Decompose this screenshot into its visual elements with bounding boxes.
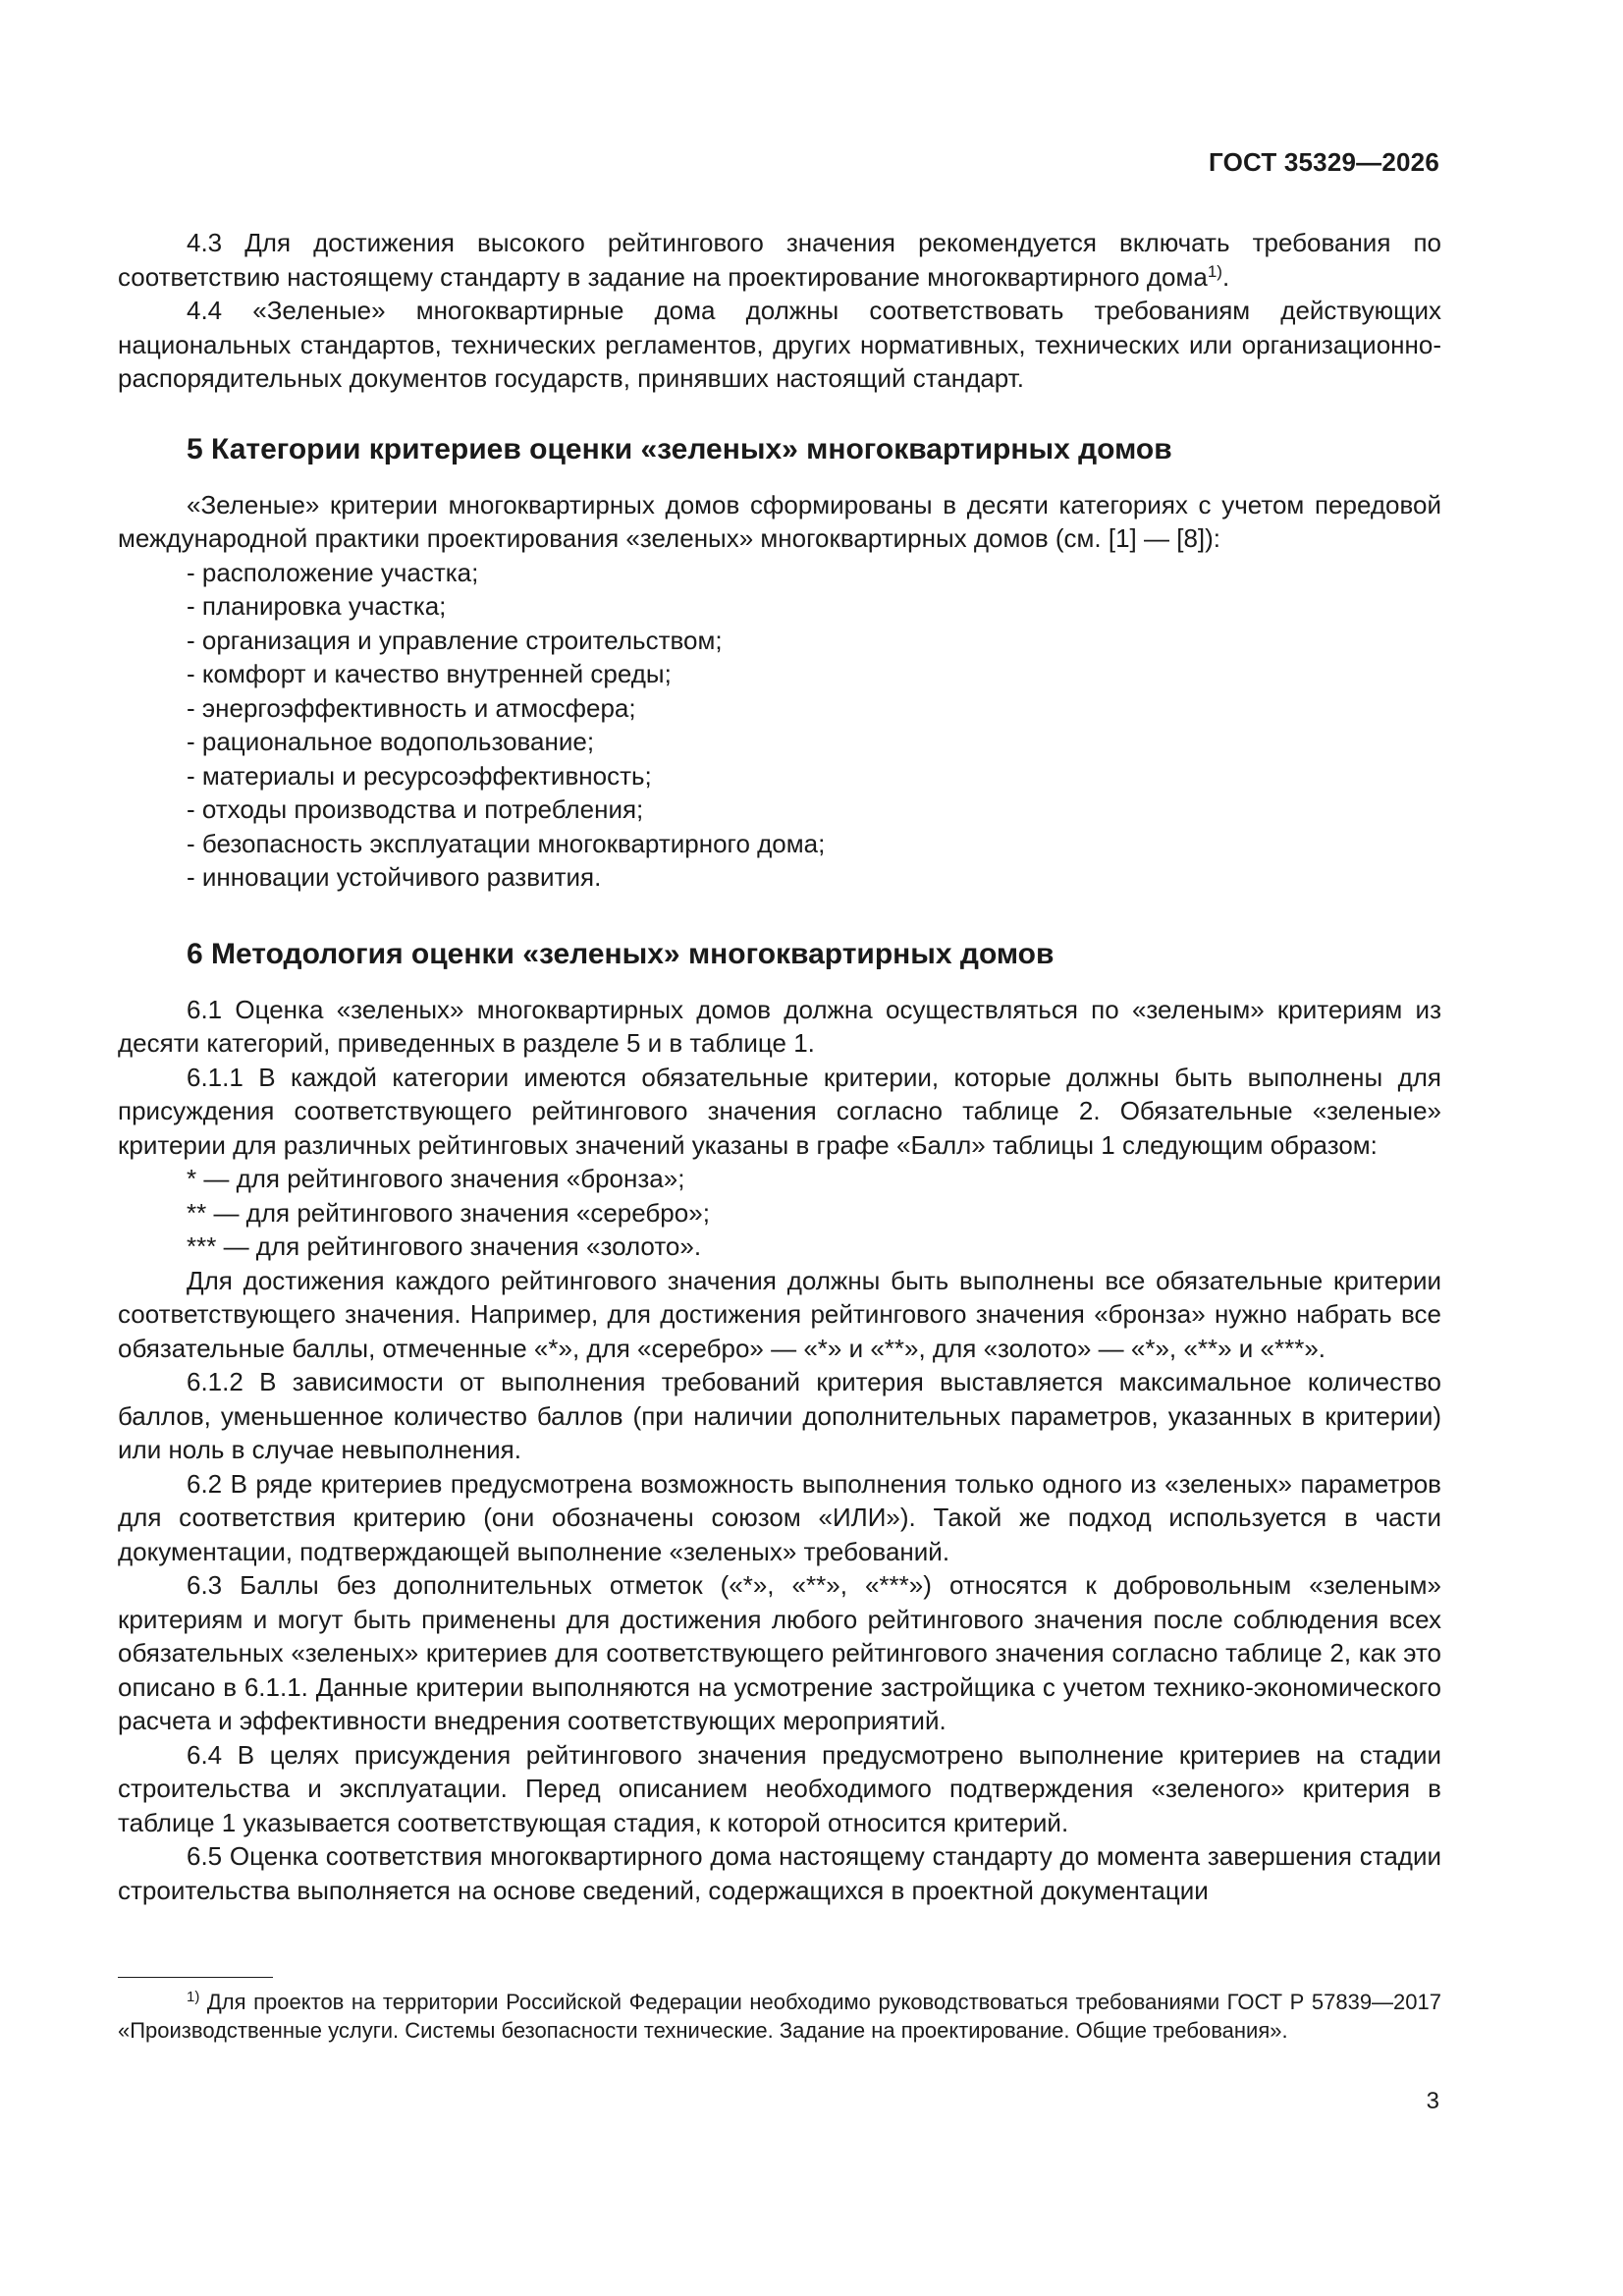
page-body xyxy=(118,226,1441,1907)
paragraph-4-3-end: . xyxy=(1221,261,1230,292)
category-list xyxy=(118,556,1441,895)
category-item: - инновации устойчивого развития. xyxy=(187,862,602,892)
paragraph-6-3: 6.3 Баллы без дополнительных отметок («*», «**», «***») относятся к добровольным «зеленым» критериям и могут быть применены для достижения любого рейтингового значения после соблюдения всех обязательных «зеленых» критериев для соответствующего рейтингового значения согласно таблице 2, как это описано в 6.1.1. Данные критерии выполняются на усмотрение застройщика с учетом технико-экономического расчета и эффективности внедрения соответствующих мероприятий. xyxy=(118,1570,1441,1735)
category-item: - материалы и ресурсоэффективность; xyxy=(187,760,652,791)
star-rating-gold: *** — для рейтингового значения «золото». xyxy=(187,1231,702,1261)
category-item: - планировка участка; xyxy=(187,591,447,621)
footnote-text: Для проектов на территории Российской Федерации необходимо руководствоваться требованиями ГОСТ Р 57839—2017 «Производственные услуги. Системы безопасности технические. Задание на проектирование. Общие требования». xyxy=(118,1990,1441,2043)
document-code: ГОСТ 35329—2026 xyxy=(1209,147,1439,177)
paragraph-6-2: 6.2 В ряде критериев предусмотрена возможность выполнения только одного из «зеленых» параметров для соответствия критерию (они обозначены союзом «ИЛИ»). Такой же подход используется в части документации, подтверждающей выполнение «зеленых» требований. xyxy=(118,1468,1441,1566)
paragraph-6-5: 6.5 Оценка соответствия многоквартирного дома настоящему стандарту до момента завершения стадии строительства выполняется на основе сведений, содержащихся в проектной документации xyxy=(118,1841,1441,1905)
paragraph-6-4: 6.4 В целях присуждения рейтингового значения предусмотрено выполнение критериев на стадии строительства и эксплуатации. Перед описанием необходимого подтверждения «зеленого» критерия в таблице 1 указывается соответствующая стадия, к которой относится критерий. xyxy=(118,1739,1441,1837)
paragraph-mandatory-criteria: Для достижения каждого рейтингового значения должны быть выполнены все обязательные критерии соответствующего значения. Например, для достижения рейтингового значения «бронза» нужно набрать все обязательные баллы, отмеченные «*», для «серебро» — «*» и «**», для «золото» — «*», «**» и «***». xyxy=(118,1265,1441,1363)
paragraph-4-3-text: 4.3 Для достижения высокого рейтингового значения рекомендуется включать требования по соответствию настоящему стандарту в задание на проектирование многоквартирного дома xyxy=(118,228,1441,292)
star-rating-silver: ** — для рейтингового значения «серебро»; xyxy=(187,1197,710,1228)
paragraph-6-1-1: 6.1.1 В каждой категории имеются обязательные критерии, которые должны быть выполнены для присуждения соответствующего рейтингового значения согласно таблице 2. Обязательные «зеленые» критерии для различных рейтинговых значений указаны в графе «Балл» таблицы 1 следующим образом: xyxy=(118,1062,1441,1160)
category-item: - организация и управление строительством; xyxy=(187,625,723,655)
page-number: 3 xyxy=(1426,2088,1439,2114)
paragraph-4-3 xyxy=(118,226,1441,294)
category-item: - безопасность эксплуатации многоквартирного дома; xyxy=(187,828,826,858)
section-6-heading: 6 Методология оценки «зеленых» многоквартирных домов xyxy=(187,937,1055,970)
category-item: - комфорт и качество внутренней среды; xyxy=(187,659,672,688)
category-item: - рациональное водопользование; xyxy=(187,727,595,756)
paragraph-4-4: 4.4 «Зеленые» многоквартирные дома должны соответствовать требованиям действующих национальных стандартов, технических регламентов, других нормативных, технических или организационно-распорядительных документов государств, принявших настоящий стандарт. xyxy=(118,296,1441,393)
section-5-intro: «Зеленые» критерии многоквартирных домов сформированы в десяти категориях с учетом передовой международной практики проектирования «зеленых» многоквартирных домов (см. [1] — [8]): xyxy=(118,489,1441,553)
footnote-marker: 1) xyxy=(187,1989,200,2005)
category-item: - отходы производства и потребления; xyxy=(187,794,644,824)
category-item: - энергоэффективность и атмосфера; xyxy=(187,692,636,723)
footnote xyxy=(118,1988,1441,2045)
footnote-divider xyxy=(118,1977,273,1978)
star-rating-bronze: * — для рейтингового значения «бронза»; xyxy=(187,1164,685,1193)
footnote-ref: 1) xyxy=(1207,261,1222,281)
paragraph-6-1: 6.1 Оценка «зеленых» многоквартирных домов должна осуществляться по «зеленым» критериям из десяти категорий, приведенных в разделе 5 и в таблице 1. xyxy=(118,994,1441,1058)
section-5-heading: 5 Категории критериев оценки «зеленых» многоквартирных домов xyxy=(187,432,1172,465)
category-item: - расположение участка; xyxy=(187,557,479,587)
paragraph-6-1-2: 6.1.2 В зависимости от выполнения требований критерия выставляется максимальное количество баллов, уменьшенное количество баллов (при наличии дополнительных параметров, указанных в критерии) или ноль в случае невыполнения. xyxy=(118,1367,1441,1464)
